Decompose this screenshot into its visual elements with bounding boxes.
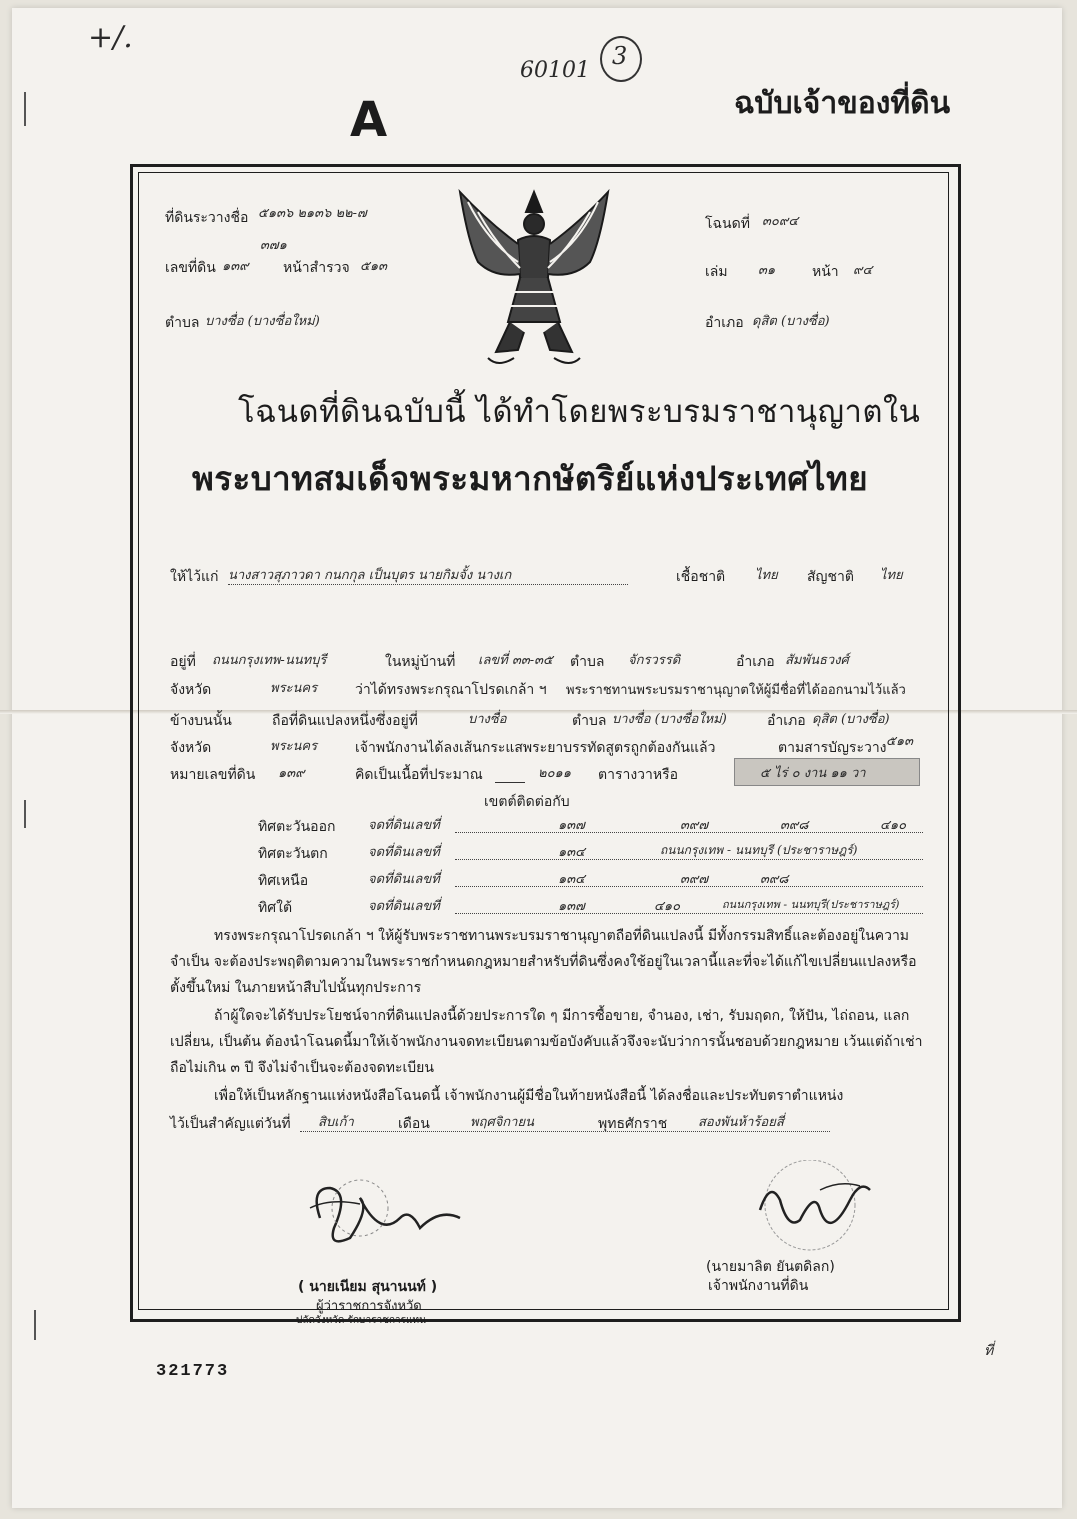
address-row5-b: คิดเป็นเนื้อที่ประมาณ — [355, 767, 483, 783]
margin-tick — [34, 1310, 36, 1340]
address-row3-b: ถือที่ดินแปลงหนึ่งซึ่งอยู่ที่ — [272, 713, 418, 729]
boundary-west-line — [455, 859, 923, 860]
boundary-south-v3: ถนนกรุงเทพ - นนทบุรี(ประชาราษฎร์) — [722, 898, 900, 911]
left-signature-icon — [290, 1168, 490, 1268]
address-row4-c: ตามสารบัญระวาง — [778, 740, 887, 756]
footer-mark: ที่ — [984, 1343, 994, 1359]
boundary-west-v1: ๑๓๔ — [558, 845, 585, 860]
granted-line — [228, 584, 628, 585]
deed-no-label: โฉนดที่ — [705, 216, 750, 232]
address-row1-c-val: จักรวรรดิ — [628, 653, 681, 668]
page-value: ๙๔ — [853, 263, 873, 278]
copy-title: ฉบับเจ้าของที่ดิน — [734, 86, 951, 121]
nationality-value: ไทย — [880, 568, 903, 583]
title-line-1: โฉนดที่ดินฉบับนี้ ได้ทำโดยพระบรมราชานุญาตใน — [238, 394, 921, 430]
address-row2-b: ว่าได้ทรงพระกรุณาโปรดเกล้า ฯ — [355, 682, 547, 698]
paragraph-transactions: ถ้าผู้ใดจะได้รับประโยชน์จากที่ดินแปลงนี้ด้วยประการใด ๆ มีการซื้อขาย, จำนอง, เช่า, รับมฤดก, ให้ปัน, ไถ่ถอน, แลกเปลี่ยน, เป็นต้น ต้องนำโฉนดนี้มาให้เจ้าพนักงานจดทะเบียนตามข้อบังคับแล้วจึงจะนับว่าการนั้นชอบด้วยกฎหมาย เว้นแต่ถ้าเช่าถือไม่เกิน ๓ ปี จึงไม่จำเป็นจะต้องจดทะเบียน — [170, 1008, 923, 1076]
circled-number: 3 — [612, 42, 628, 70]
boundary-west-v2: ถนนกรุงเทพ - นนทบุรี (ประชาราษฎร์) — [660, 843, 858, 857]
page-survey-value: ๕๑๓ — [360, 259, 387, 274]
date-month-label: เดือน — [398, 1116, 430, 1132]
paragraph-grant: ทรงพระกรุณาโปรดเกล้า ฯ ให้ผู้รับพระราชทานพระบรมราชานุญาตถือที่ดินแปลงนี้ มีทั้งกรรมสิทธิ์และต้องอยู่ในความจำเป็น จะต้องประพฤติตามความในพระราชกำหนดกฎหมายสำหรับที่ดินซึ่งคงใช้อยู่ในเวลานี้และที่จะได้แก้ไขเปลี่ยนแปลงหรือตั้งขึ้นใหม่ ในภายหน้าสืบไปนั้นทุกประการ — [170, 928, 917, 996]
garuda-emblem-icon — [448, 182, 620, 370]
land-no-label: เลขที่ดิน — [165, 260, 216, 276]
title-line-2: พระบาทสมเด็จพระมหากษัตริย์แห่งประเทศไทย — [192, 459, 869, 498]
margin-tick — [24, 92, 26, 126]
race-label: เชื้อชาติ — [676, 569, 726, 585]
address-row3-d-val: ดุสิต (บางซื่อ) — [812, 712, 890, 727]
address-row1-d: อำเภอ — [736, 654, 775, 670]
boundary-east-v4: ๔๑๐ — [880, 818, 907, 833]
left-signer-name: ( นายเนียม สุนานนท์ ) — [298, 1279, 438, 1295]
address-row4-c-val: ๕๑๓ — [886, 734, 913, 749]
boundary-north-v2: ๓๙๗ — [680, 872, 709, 887]
boundary-east-v1: ๑๓๗ — [558, 818, 585, 833]
letter-mark: A — [350, 92, 388, 148]
boundary-east-v3: ๓๙๘ — [780, 818, 809, 833]
boundary-north-label: จดที่ดินเลขที่ — [368, 872, 440, 887]
margin-tick — [24, 800, 26, 828]
paragraph-evidence: เพื่อให้เป็นหลักฐานแห่งหนังสือโฉนดนี้ เจ้าพนักงานผู้มีชื่อในท้ายหนังสือนี้ ได้ลงชื่อและประทับตราตำแหน่ง — [214, 1088, 844, 1104]
right-signature-icon — [700, 1160, 900, 1270]
address-row1-d-val: สัมพันธวงศ์ — [785, 653, 849, 668]
granted-value: นางสาวสุภาวดา กนกกุล เป็นบุตร นายกิมจั้ง นางเก — [228, 568, 512, 583]
date-day: สิบเก้า — [318, 1115, 354, 1130]
serial-number: 321773 — [156, 1362, 230, 1381]
boundary-south-v1: ๑๓๗ — [558, 899, 585, 914]
deed-no-value: ๓๐๙๔ — [762, 214, 799, 229]
date-line — [300, 1131, 830, 1132]
date-prefix: ไว้เป็นสำคัญแต่วันที่ — [170, 1116, 291, 1132]
right-signer-name: (นายมาลิต ยันตดิลก) — [706, 1259, 835, 1275]
date-month: พฤศจิกายน — [470, 1115, 534, 1130]
amphoe-value: ดุสิต (บางซื่อ) — [752, 314, 830, 329]
corner-marks: +/. — [88, 20, 133, 55]
address-row4-a: จังหวัด — [170, 740, 212, 756]
granted-label: ให้ไว้แก่ — [170, 569, 219, 585]
address-row5-a: หมายเลขที่ดิน — [170, 767, 256, 783]
address-row4-a-val: พระนคร — [270, 739, 318, 754]
address-row5-c-val: ๕ ไร่ ๐ งาน ๑๑ วา — [760, 766, 866, 781]
volume-value: ๓๑ — [758, 263, 776, 278]
address-row1-a-val: ถนนกรุงเทพ-นนทบุรี — [212, 653, 327, 668]
date-year: สองพันห้าร้อยสี่ — [698, 1115, 784, 1130]
page-survey-label: หน้าสำรวจ — [283, 260, 350, 276]
address-row1-c: ตำบล — [570, 654, 605, 670]
address-row3-b-val: บางซื่อ — [468, 712, 507, 727]
area-dash — [495, 782, 525, 783]
address-row1-b-val: เลขที่ ๓๓-๓๕ — [478, 653, 553, 668]
address-row1-b: ในหมู่บ้านที่ — [385, 654, 456, 670]
tambon-label: ตำบล — [165, 315, 200, 331]
address-row2-a-val: พระนคร — [270, 681, 318, 696]
boundary-south-dir: ทิศใต้ — [258, 900, 293, 916]
amphoe-label: อำเภอ — [705, 315, 744, 331]
right-signer-title: เจ้าพนักงานที่ดิน — [708, 1278, 809, 1294]
boundary-east-label: จดที่ดินเลขที่ — [368, 818, 440, 833]
address-row3-d: อำเภอ — [767, 713, 806, 729]
boundary-east-v2: ๓๙๗ — [680, 818, 709, 833]
file-number: 60101 — [520, 58, 590, 83]
volume-label: เล่ม — [705, 264, 728, 280]
address-row3-a: ข้างบนนั้น — [170, 713, 232, 729]
page-survey-over: ๓๗๑ — [260, 238, 287, 253]
left-signer-subtitle: ปลัดจังหวัด รักษาราชการแทน — [296, 1315, 426, 1326]
left-signer-title: ผู้ว่าราชการจังหวัด — [316, 1299, 422, 1314]
address-row2-a: จังหวัด — [170, 682, 212, 698]
address-row1-a: อยู่ที่ — [170, 654, 196, 670]
boundary-north-v3: ๓๙๘ — [760, 872, 789, 887]
boundary-west-label: จดที่ดินเลขที่ — [368, 845, 440, 860]
tambon-value: บางซื่อ (บางซื่อใหม่) — [205, 314, 320, 329]
page-label: หน้า — [812, 264, 839, 280]
boundary-east-line — [455, 832, 923, 833]
boundaries-heading: เขตต์ติดต่อกับ — [484, 794, 570, 810]
boundary-south-line — [455, 913, 923, 914]
address-row4-b: เจ้าพนักงานได้ลงเส้นกระแสพระยาบรรทัดสูตรถูกต้องกันแล้ว — [355, 740, 716, 756]
rawang-label: ที่ดินระวางชื่อ — [165, 210, 249, 226]
boundary-north-line — [455, 886, 923, 887]
race-value: ไทย — [755, 568, 778, 583]
boundary-west-dir: ทิศตะวันตก — [258, 846, 328, 862]
address-row2-c: พระราชทานพระบรมราชานุญาตให้ผู้มีชื่อที่ได้ออกนามไว้แล้ว — [566, 683, 906, 698]
boundary-north-v1: ๑๓๔ — [558, 872, 585, 887]
date-year-label: พุทธศักราช — [598, 1116, 668, 1132]
boundary-south-label: จดที่ดินเลขที่ — [368, 899, 440, 914]
boundary-north-dir: ทิศเหนือ — [258, 873, 309, 889]
address-row5-b-val: ๒๐๑๑ — [538, 766, 572, 781]
nationality-label: สัญชาติ — [807, 569, 854, 585]
address-row3-c-val: บางซื่อ (บางซื่อใหม่) — [612, 712, 727, 727]
address-row3-c: ตำบล — [572, 713, 607, 729]
boundary-east-dir: ทิศตะวันออก — [258, 819, 336, 835]
address-row5-c: ตารางวาหรือ — [598, 767, 679, 783]
address-row5-a-val: ๑๓๙ — [278, 766, 305, 781]
rawang-value: ๕๑๓๖ ๒๑๓๖ ๒๒-๗ — [258, 206, 367, 221]
boundary-south-v2: ๔๑๐ — [654, 899, 681, 914]
land-no-value: ๑๓๙ — [222, 259, 249, 274]
